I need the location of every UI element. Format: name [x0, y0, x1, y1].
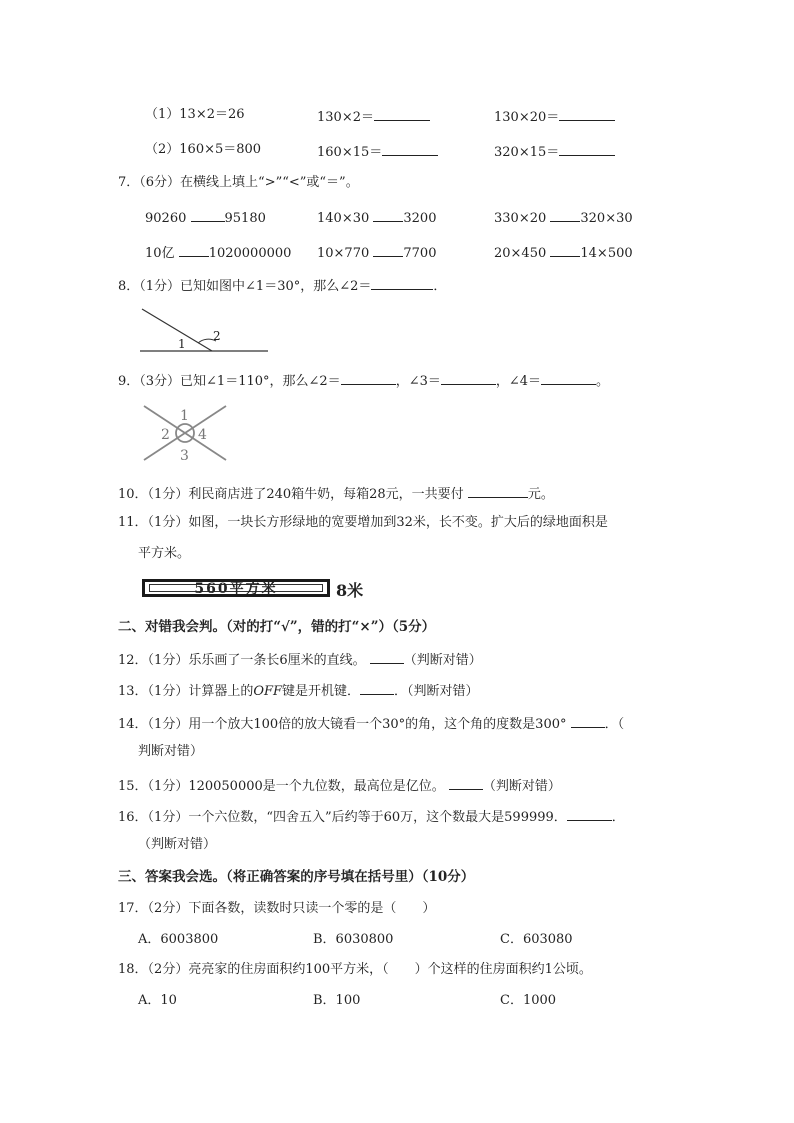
q6-row2-col2: 160×15＝ — [317, 141, 438, 162]
q8-text: 8．（1分）已知如图中∠1＝30°，那么∠2＝ ． — [118, 275, 446, 296]
answer-blank[interactable] — [550, 242, 580, 257]
q18-option-c[interactable]: C．1000 — [500, 993, 557, 1008]
angle-figure — [138, 305, 272, 357]
answer-blank[interactable] — [550, 207, 580, 222]
section-3-heading: 三、答案我会选。（将正确答案的序号填在括号里）（10分） — [118, 869, 475, 885]
q13-text: 13．（1分）计算器上的OFF键是开机键． ．（判断对错） — [118, 680, 479, 701]
q6-row1-col1: （1）13×2＝26 — [145, 107, 245, 122]
q6-row2-col3: 320×15＝ — [494, 141, 615, 162]
angle-label-3: 3 — [180, 448, 189, 464]
angle-label-4: 4 — [198, 427, 207, 443]
off-key-label: OFF — [253, 684, 283, 699]
answer-blank[interactable] — [441, 370, 496, 385]
q7-r1-b: 140×30 3200 — [317, 207, 436, 228]
q12-text: 12．（1分）乐乐画了一条长6厘米的直线。 （判断对错） — [118, 649, 482, 670]
answer-blank[interactable] — [449, 775, 483, 790]
slanted-ray — [142, 309, 212, 351]
q7-r1-c: 330×20 320×30 — [494, 207, 633, 228]
q18-text: 18．（2分）亮亮家的住房面积约100平方米，（ ）个这样的住房面积约1公顷。 — [118, 962, 592, 977]
intersecting-lines-figure — [140, 402, 230, 464]
q16-line2: （判断对错） — [138, 837, 217, 852]
answer-blank[interactable] — [360, 680, 394, 695]
answer-blank[interactable] — [179, 242, 209, 257]
answer-blank[interactable] — [382, 141, 438, 156]
answer-blank[interactable] — [373, 207, 403, 222]
q17-option-a[interactable]: A．6003800 — [138, 932, 219, 947]
q16-line1: 16．（1分）一个六位数，“四舍五入”后约等于60万，这个数最大是599999． ． — [118, 806, 625, 827]
rectangle-figure — [142, 579, 330, 597]
q7-text: 7．（6分）在横线上填上“>”“<”或“＝”。 — [118, 175, 359, 190]
answer-blank[interactable] — [191, 207, 225, 222]
rectangle-area-label: 560平方米 — [149, 584, 323, 592]
answer-blank[interactable] — [371, 275, 433, 290]
q6-row1-col3: 130×20＝ — [494, 106, 615, 127]
q18-option-a[interactable]: A．10 — [138, 993, 177, 1008]
q7-r2-b: 10×770 7700 — [317, 242, 436, 263]
q17-option-b[interactable]: B．6030800 — [313, 932, 394, 947]
q7-r2-a: 10亿 1020000000 — [145, 242, 291, 263]
q9-text: 9．（3分）已知∠1＝110°，那么∠2＝ ，∠3＝ ，∠4＝ 。 — [118, 370, 609, 391]
q18-option-b[interactable]: B．100 — [313, 993, 361, 1008]
answer-blank[interactable] — [567, 806, 612, 821]
q10-text: 10．（1分）利民商店进了240箱牛奶，每箱28元，一共要付 元。 — [118, 483, 554, 504]
answer-blank[interactable] — [571, 713, 605, 728]
rectangle-width-label: 8米 — [336, 581, 364, 600]
answer-blank[interactable] — [468, 483, 528, 498]
answer-blank[interactable] — [370, 649, 404, 664]
answer-blank[interactable] — [559, 141, 615, 156]
q14-line2: 判断对错） — [138, 744, 204, 759]
q7-r2-c: 20×450 14×500 — [494, 242, 633, 263]
q6-row2-col1: （2）160×5＝800 — [145, 142, 262, 157]
angle-label-1: 1 — [178, 337, 186, 351]
answer-blank[interactable] — [373, 242, 403, 257]
answer-blank[interactable] — [559, 106, 615, 121]
q7-r1-a: 90260 95180 — [145, 207, 266, 228]
answer-blank[interactable] — [341, 370, 396, 385]
answer-blank[interactable] — [541, 370, 596, 385]
q14-line1: 14．（1分）用一个放大100倍的放大镜看一个30°的角，这个角的度数是300° ．（ — [118, 713, 624, 734]
q17-option-c[interactable]: C．603080 — [500, 932, 573, 947]
angle-label-2: 2 — [161, 427, 170, 443]
q11-line2: 平方米。 — [138, 546, 191, 561]
q6-row1-col2: 130×2＝ — [317, 106, 430, 127]
angle-label-2: 2 — [213, 329, 221, 343]
section-2-heading: 二、对错我会判。（对的打“√”，错的打“×”）（5分） — [118, 619, 436, 635]
q17-text: 17．（2分）下面各数，读数时只读一个零的是（ ） — [118, 901, 436, 916]
q15-text: 15．（1分）120050000是一个九位数，最高位是亿位。 （判断对错） — [118, 775, 561, 796]
angle-label-1: 1 — [180, 408, 189, 424]
q11-line1: 11．（1分）如图，一块长方形绿地的宽要增加到32米，长不变。扩大后的绿地面积是 — [118, 515, 608, 530]
answer-blank[interactable] — [374, 106, 430, 121]
